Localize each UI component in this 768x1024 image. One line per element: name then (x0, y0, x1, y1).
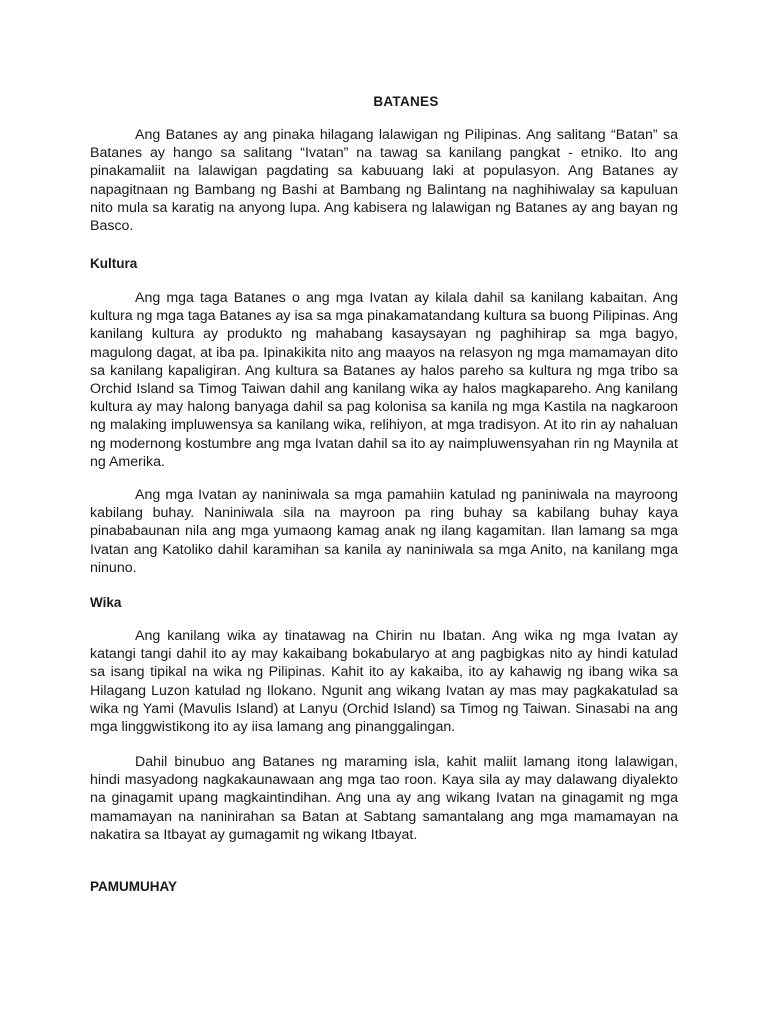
document-title: BATANES (373, 94, 439, 109)
kultura-paragraph-1: Ang mga taga Batanes o ang mga Ivatan ay kilala dahil sa kanilang kabaitan. Ang kultura ng mga taga Batanes ay isa sa mga pinakamatandang kultura sa buong Pilipinas. Ang kanilang kultura ay produkto ng mahabang kasaysayan ng paghihirap sa mga bagyo, magulong dagat, at iba pa. Ipinakikita nito ang maayos na relasyon ng mga mamamayan dito sa kanilang kapaligiran. Ang kultura sa Batanes ay halos pareho sa kultura ng mga tribo sa Orchid Island sa Timog Taiwan dahil ang kanilang wika ay halos magkapareho. Ang kanilang kultura ay may halong banyaga dahil sa pag kolonisa sa kanila ng mga Kastila na nagkaroon ng malaking impluwensya sa kanilang wika, relihiyon, at mga tradisyon. At ito rin ay nahaluan ng modernong kostumbre ang mga Ivatan dahil sa ito ay naimpluwensyahan rin ng Maynila at ng Amerika. (90, 290, 678, 470)
kultura-paragraph-2: Ang mga Ivatan ay naniniwala sa mga pamahiin katulad ng paniniwala na mayroong kabilang buhay. Naniniwala sila na mayroon pa ring buhay sa kabilang buhay kaya pinababaunan nila ang mga yumaong kamag anak ng ilang kagamitan. Ilan lamang sa mga Ivatan ang Katoliko dahil karamihan sa kanila ay naniniwala sa mga Anito, na kanilang mga ninuno. (90, 487, 678, 576)
intro-paragraph: Ang Batanes ay ang pinaka hilagang lalawigan ng Pilipinas. Ang salitang “Batan” sa Batanes ay hango sa salitang “Ivatan” na tawag sa kanilang pangkat - etniko. Ito ang pinakamaliit na lalawigan pagdating sa kabuuang laki at populasyon. Ang Batanes ay napagitnaan ng Bambang ng Bashi at Bambang ng Balintang na naghihiwalay sa kapuluan nito mula sa karatig na anyong lupa. Ang kabisera ng lalawigan ng Batanes ay ang bayan ng Basco. (90, 127, 678, 235)
wika-paragraph-2: Dahil binubuo ang Batanes ng maraming isla, kahit maliit lamang itong lalawigan, hindi masyadong nagkakaunawaan ang mga tao roon. Kaya sila ay may dalawang diyalekto na ginagamit upang magkaintindihan. Ang una ay ang wikang Ivatan na ginagamit ng mga mamamayan na naninirahan sa Batan at Sabtang samantalang ang mga mamamayan na nakatira sa Itbayat ay gumagamit ng wikang Itbayat. (90, 754, 678, 843)
section-heading-wika: Wika (90, 595, 122, 610)
wika-paragraph-1: Ang kanilang wika ay tinatawag na Chirin nu Ibatan. Ang wika ng mga Ivatan ay katangi tangi dahil ito ay may kakaibang bokabularyo at ang pagbigkas nito ay hindi katulad sa isang tipikal na wika ng Pilipinas. Kahit ito ay kakaiba, ito ay kahawig ng ibang wika sa Hilagang Luzon katulad ng Ilokano. Ngunit ang wikang Ivatan ay mas may pagkakatulad sa wika ng Yami (Mavulis Island) at Lanyu (Orchid Island) sa Timog ng Taiwan. Sinasabi na ang mga linggwistikong ito ay iisa lamang ang pinanggalingan. (90, 628, 678, 736)
section-heading-kultura: Kultura (90, 256, 138, 271)
section-heading-pamumuhay: PAMUMUHAY (90, 879, 178, 894)
